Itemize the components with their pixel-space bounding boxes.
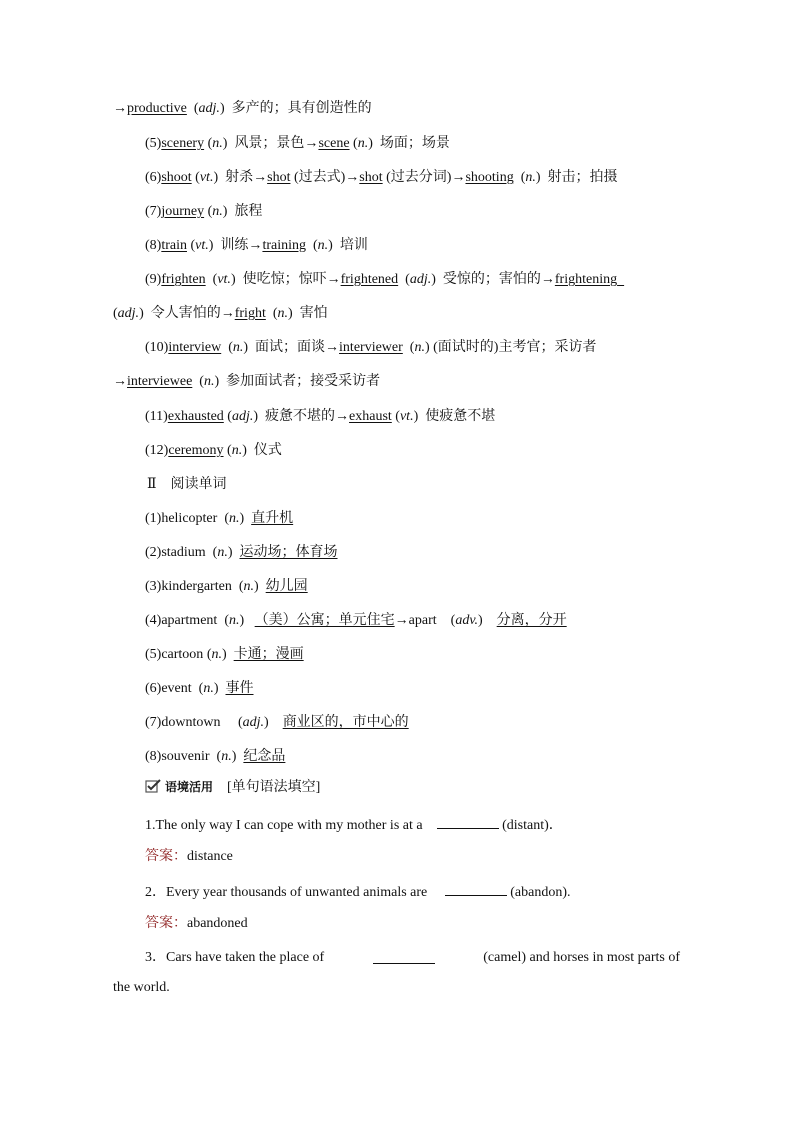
vocab-line-11: (11)exhausted (adj.) 疲惫不堪的→exhaust (vt.) 使疲惫不堪 — [145, 409, 496, 424]
exercise-title: [单句语法填空] — [227, 780, 321, 795]
reading-item: (2)stadium (n.) 运动场；体育场 — [145, 545, 338, 560]
answer-blank[interactable] — [437, 814, 499, 829]
question-3-cont: the world. — [113, 980, 170, 995]
exercise-badge: 语境活用 — [165, 780, 214, 794]
question-3: 3．Cars have taken the place of (camel) and horses in most parts of — [145, 950, 680, 965]
reading-item: (5)cartoon (n.) 卡通；漫画 — [145, 647, 304, 662]
question-2: 2．Every year thousands of unwanted animals are (abandon). — [145, 881, 571, 902]
vocab-line-10b: →interviewee (n.) 参加面试者；接受采访者 — [113, 374, 381, 389]
answer-blank[interactable] — [373, 949, 435, 964]
answer-blank[interactable] — [445, 881, 507, 896]
vocab-line-6: (6)shoot (vt.) 射杀→shot (过去式)→shot (过去分词)→shooting (n.) 射击；拍摄 — [145, 170, 618, 185]
vocab-line-10: (10)interview (n.) 面试；面谈→interviewer (n.) (面试时的)主考官；采访者 — [145, 340, 597, 355]
reading-item: (1)helicopter (n.) 直升机 — [145, 511, 294, 526]
checkbox-tick-icon — [145, 779, 161, 793]
vocab-line-productive: →productive (adj.) 多产的；具有创造性的 — [113, 101, 372, 116]
vocab-line-9: (9)frighten (vt.) 使吃惊；惊吓→frightened (adj.) 受惊的；害怕的→frightening — [145, 272, 618, 287]
answer-1: 答案：distance — [145, 849, 233, 864]
reading-item: (8)souvenir (n.) 纪念品 — [145, 749, 286, 764]
reading-item: (7)downtown (adj.) 商业区的，市中心的 — [145, 715, 409, 730]
vocab-line-9b: (adj.) 令人害怕的→fright (n.) 害怕 — [113, 306, 328, 321]
question-1: 1.The only way I can cope with my mother is at a (distant)． — [145, 814, 563, 835]
vocab-line-5: (5)scenery (n.) 风景；景色→scene (n.) 场面；场景 — [145, 136, 450, 151]
reading-item: (4)apartment (n.) （美）公寓；单元住宅→apart (adv.) 分离，分开 — [145, 613, 567, 628]
section-title: 阅读单词 — [170, 477, 227, 492]
reading-item: (3)kindergarten (n.) 幼儿园 — [145, 579, 308, 594]
section-heading-reading — [147, 476, 227, 494]
exercise-header — [145, 778, 320, 797]
vocab-word: productive — [127, 101, 187, 116]
answer-2: 答案：abandoned — [145, 916, 248, 931]
vocab-line-12: (12)ceremony (n.) 仪式 — [145, 443, 282, 458]
section-number: Ⅱ — [147, 477, 157, 492]
reading-item: (6)event (n.) 事件 — [145, 681, 254, 696]
vocab-line-7: (7)journey (n.) 旅程 — [145, 204, 263, 219]
vocab-line-8: (8)train (vt.) 训练→training (n.) 培训 — [145, 238, 368, 253]
